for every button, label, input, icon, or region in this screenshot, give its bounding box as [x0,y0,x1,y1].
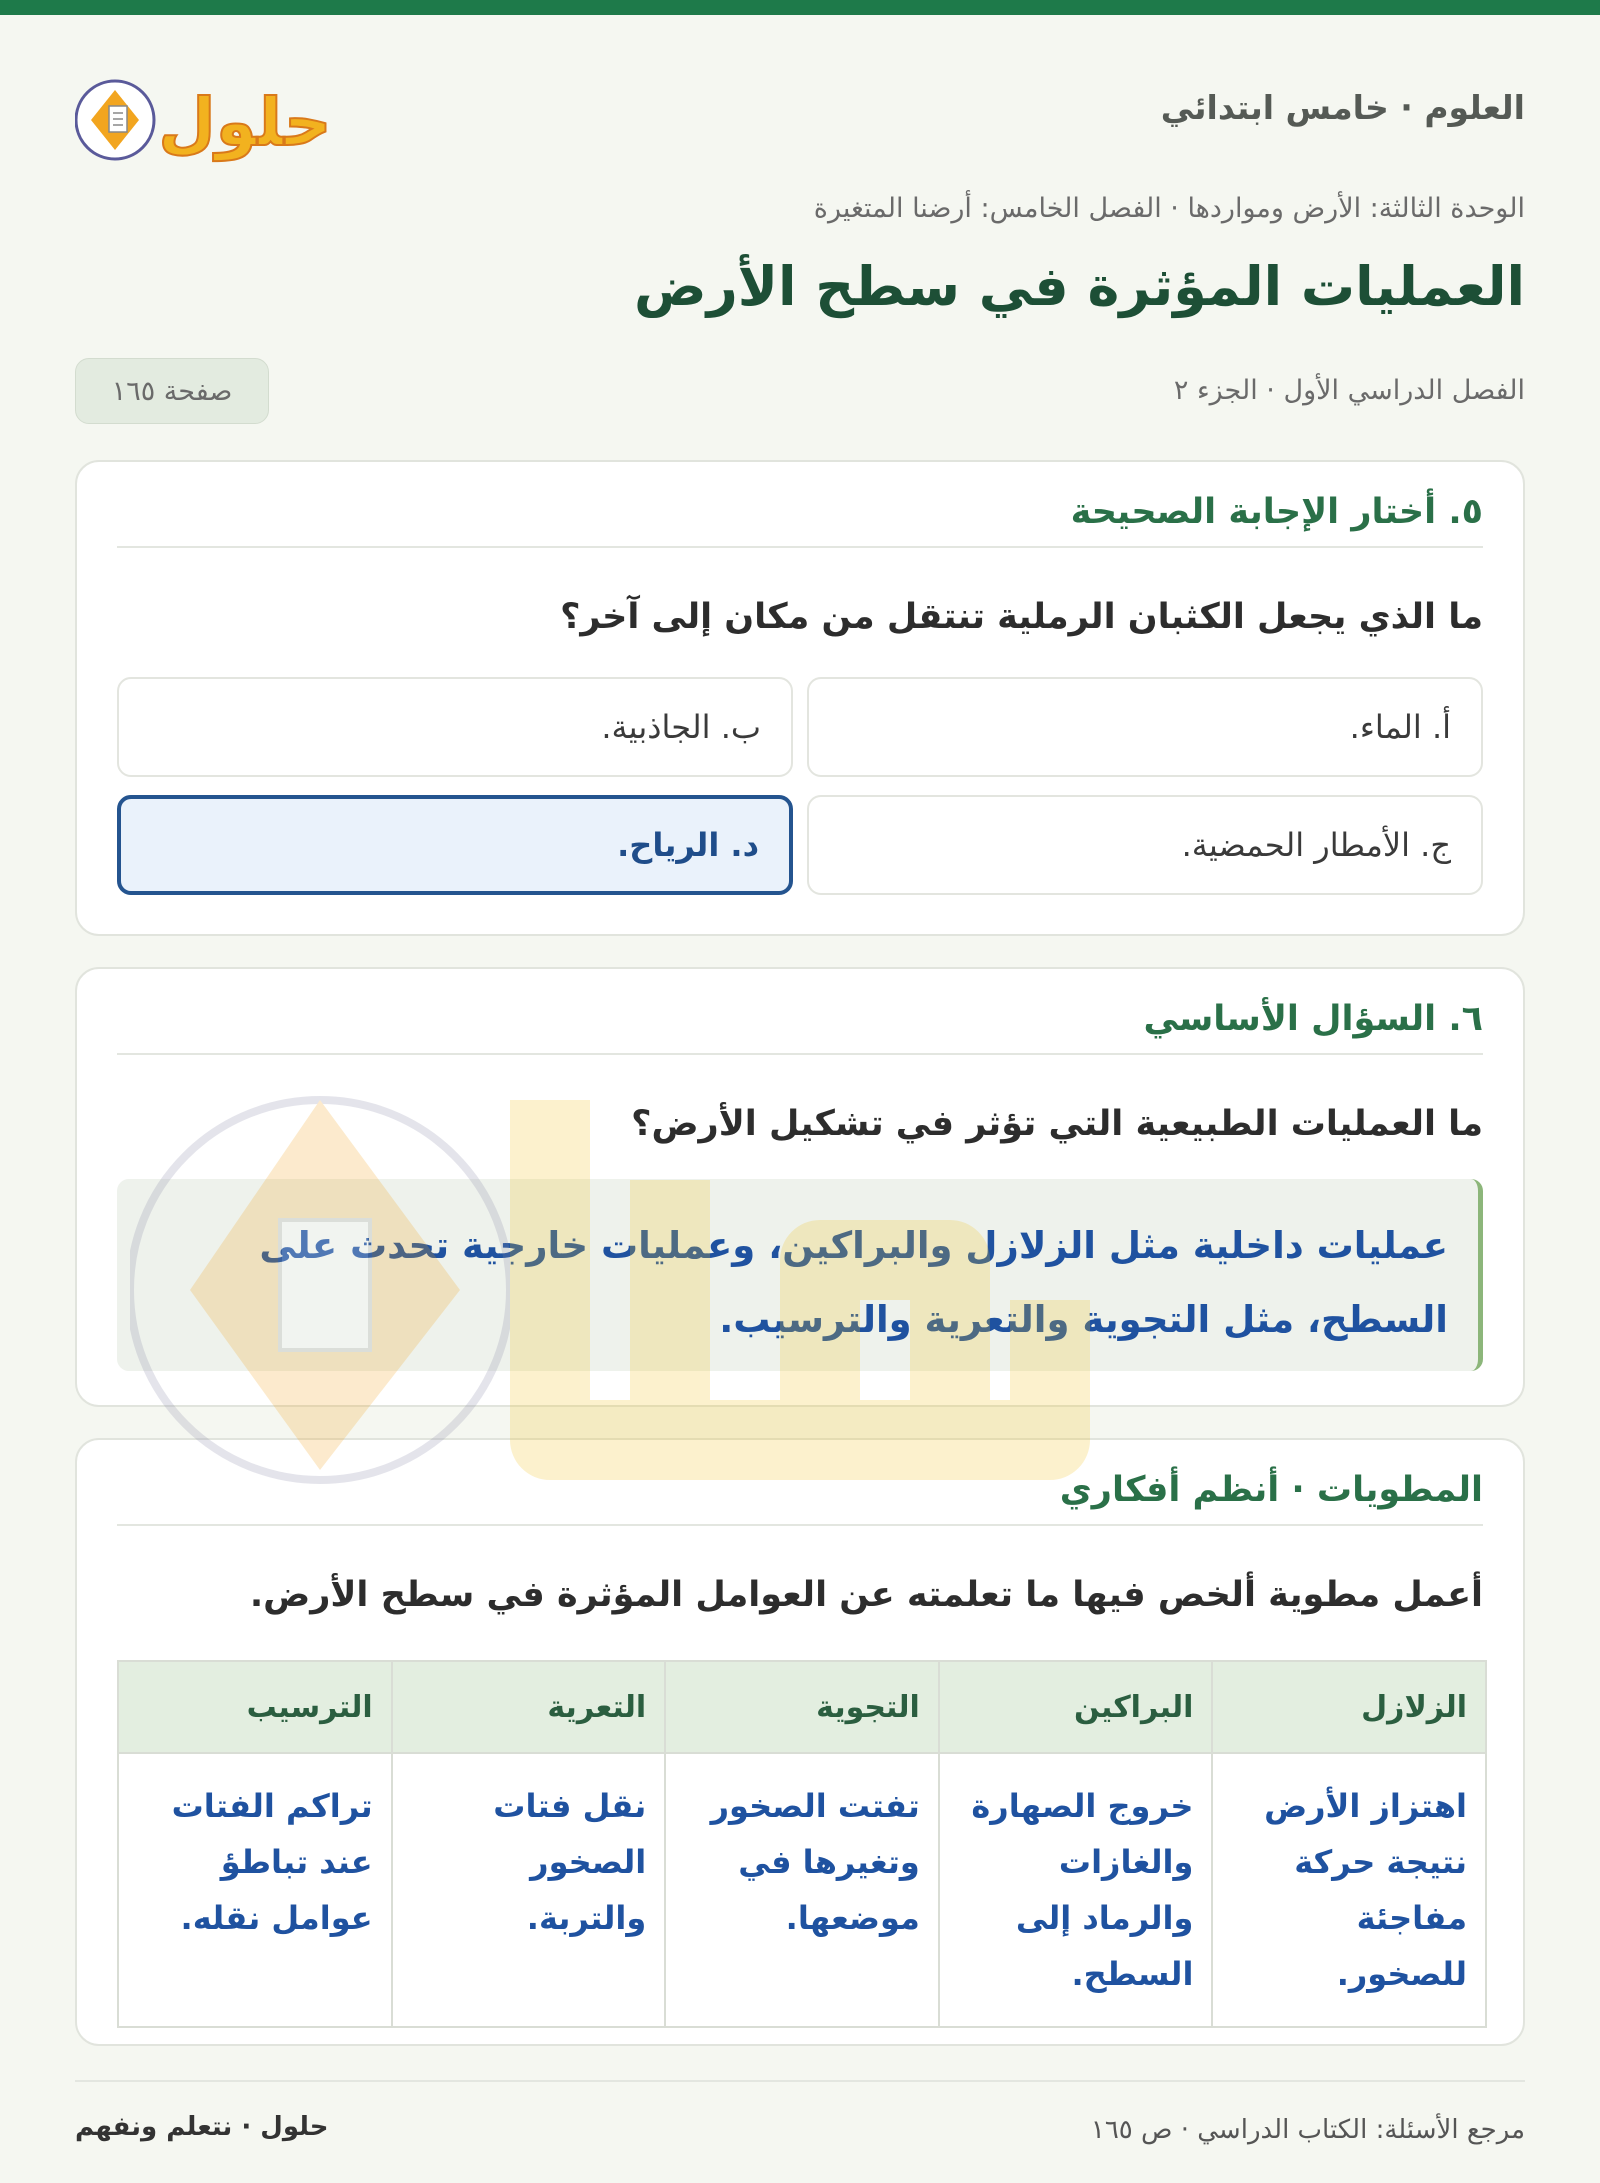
semester-label: الفصل الدراسي الأول · الجزء ٢ [1173,375,1525,406]
question-6-text: ما العمليات الطبيعية التي تؤثر في تشكيل الأرض؟ [631,1104,1483,1144]
table-cell: نقل فتات الصخور والتربة. [392,1753,666,2027]
table-header-row [118,1661,1486,1753]
footer-brand: حلول · نتعلم ونفهم [75,2112,329,2142]
unit-breadcrumb: الوحدة الثالثة: الأرض ومواردها · الفصل الخامس: أرضنا المتغيرة [813,193,1525,224]
foldables-heading: المطويات · أنظم أفكاري [117,1470,1483,1526]
question-5-card [75,460,1525,936]
question-6-card [75,967,1525,1407]
table-cell: تراكم الفتات عند تباطؤ عوامل نقله. [118,1753,392,2027]
question-5-text: ما الذي يجعل الكثبان الرملية تنتقل من مكان إلى آخر؟ [560,597,1483,637]
table-cell: اهتزاز الأرض نتيجة حركة مفاجئة للصخور. [1212,1753,1486,2027]
column-header: التعرية [392,1661,666,1753]
subject-label: العلوم · خامس ابتدائي [1160,88,1525,127]
page-header [75,70,1525,170]
option-c[interactable]: ج. الأمطار الحمضية. [807,795,1483,895]
option-d-selected[interactable]: د. الرياح. [117,795,793,895]
footer-divider [75,2080,1525,2082]
top-accent-bar [0,0,1600,15]
brand-wordmark: حلول [158,84,332,161]
column-header: التجوية [665,1661,939,1753]
column-header: الترسيب [118,1661,392,1753]
page-number-badge: صفحة ١٦٥ [75,358,269,424]
foldables-card [75,1438,1525,2046]
answer-box: عمليات داخلية مثل الزلازل والبراكين، وعمليات خارجية تحدث على السطح، مثل التجوية والتعرية والترسيب. [117,1179,1483,1371]
foldables-table [117,1660,1487,2028]
foldables-instruction: أعمل مطوية ألخص فيها ما تعلمته عن العوامل المؤثرة في سطح الأرض. [249,1575,1483,1615]
option-b[interactable]: ب. الجاذبية. [117,677,793,777]
question-6-heading: ٦. السؤال الأساسي [117,999,1483,1055]
option-a[interactable]: أ. الماء. [807,677,1483,777]
column-header: البراكين [939,1661,1213,1753]
page-title: العمليات المؤثرة في سطح الأرض [634,255,1525,318]
table-cell: خروج الصهارة والغازات والرماد إلى السطح. [939,1753,1213,2027]
column-header: الزلازل [1212,1661,1486,1753]
table-cell: تفتت الصخور وتغيرها في موضعها. [665,1753,939,2027]
question-5-heading: ٥. أختار الإجابة الصحيحة [117,492,1483,548]
brand-logo [75,70,345,170]
footer-reference: مرجع الأسئلة: الكتاب الدراسي · ص ١٦٥ [1090,2115,1525,2145]
table-row [118,1753,1486,2027]
